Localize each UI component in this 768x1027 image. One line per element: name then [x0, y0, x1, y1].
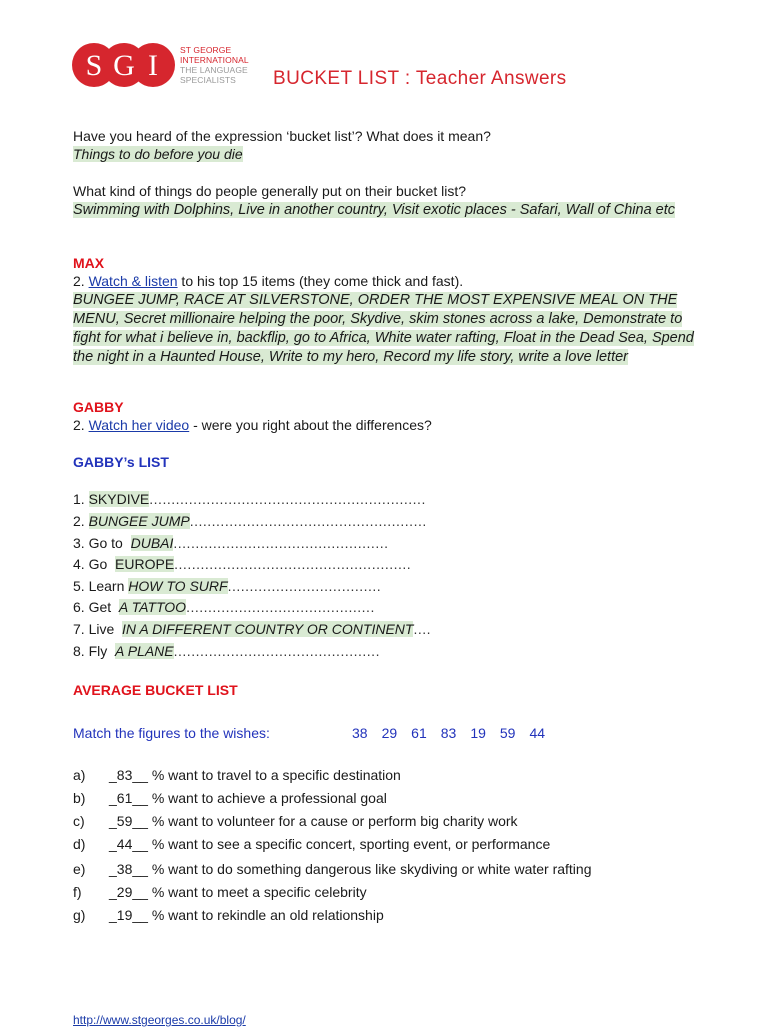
- list-item: [73, 598, 375, 616]
- sgi-logo-mark: [71, 42, 176, 88]
- sgi-logo: [71, 42, 261, 92]
- answer-letter: a): [73, 767, 86, 783]
- answer-text: _29__ % want to meet a specific celebrity: [109, 884, 367, 900]
- list-item-dots: ...............................................................: [149, 491, 426, 507]
- answer-letter: b): [73, 790, 86, 806]
- list-item-dots: ......................................................: [189, 513, 427, 529]
- figure-value: 44: [529, 725, 546, 741]
- watch-listen-link[interactable]: Watch & listen: [88, 273, 178, 289]
- list-item-number: 4. Go: [73, 556, 116, 572]
- answer-text: _83__ % want to travel to a specific destination: [109, 767, 401, 783]
- list-item-answer: DUBAI: [130, 535, 174, 551]
- list-item-dots: .................................................: [173, 535, 389, 551]
- answer-row: [73, 789, 387, 807]
- answer-text: _61__ % want to achieve a professional goal: [109, 790, 387, 806]
- gabby-instruction: [73, 416, 703, 434]
- figure-value: 38: [352, 725, 368, 741]
- list-item-number: 1.: [73, 491, 89, 507]
- list-item-dots: ....: [413, 621, 432, 637]
- list-item-answer: A TATTOO: [118, 599, 187, 615]
- list-item-answer: EUROPE: [115, 556, 175, 572]
- list-item-dots: ......................................................: [174, 556, 412, 572]
- watch-video-link[interactable]: Watch her video: [88, 417, 190, 433]
- figure-value: 19: [470, 725, 486, 741]
- list-item-answer: A PLANE: [115, 643, 174, 659]
- list-item-dots: ...........................................: [186, 599, 375, 615]
- logo-tagline-line: SPECIALISTS: [180, 75, 236, 85]
- answer-letter: c): [73, 813, 85, 829]
- list-item-dots: ...............................................: [173, 643, 380, 659]
- list-item: [73, 577, 381, 595]
- max-section: [73, 254, 703, 366]
- instruction-text: - were you right about the differences?: [189, 417, 432, 433]
- answer-letter: e): [73, 861, 86, 877]
- list-item: [73, 512, 427, 530]
- answer-letter: f): [73, 884, 82, 900]
- list-item-number: 8. Fly: [73, 643, 116, 659]
- answer-row: [73, 812, 518, 830]
- list-item-answer: IN A DIFFERENT COUNTRY OR CONTINENT: [122, 621, 414, 637]
- answer-row: [73, 906, 384, 924]
- figure-value: 59: [499, 725, 516, 741]
- match-instruction: Match the figures to the wishes:: [73, 725, 270, 741]
- list-item-number: 7. Live: [73, 621, 123, 637]
- answer-text: _59__ % want to volunteer for a cause or perform big charity work: [109, 813, 518, 829]
- answer-row: [73, 883, 367, 901]
- question-text: Have you heard of the expression ‘bucket list’? What does it mean?: [73, 128, 491, 144]
- answer-text: _38__ % want to do something dangerous like skydiving or white water rafting: [109, 861, 592, 877]
- list-item-answer: SKYDIVE: [88, 491, 150, 507]
- answer-letter: d): [73, 836, 86, 852]
- answer-text: _44__ % want to see a specific concert, sporting event, or performance: [109, 836, 551, 852]
- figures-list: [352, 724, 559, 742]
- logo-tagline-line: THE LANGUAGE: [180, 65, 248, 75]
- svg-text:G: G: [113, 49, 135, 82]
- list-item: [73, 620, 431, 638]
- footer-blog-link[interactable]: http://www.stgeorges.co.uk/blog/: [73, 1013, 246, 1027]
- instruction-number: 2.: [73, 417, 89, 433]
- list-item-answer: BUNGEE JUMP: [88, 513, 190, 529]
- gabby-list-heading: GABBY’s LIST: [73, 454, 169, 470]
- list-item: [73, 534, 388, 552]
- max-instruction: [73, 272, 703, 290]
- logo-tagline: [180, 45, 249, 85]
- list-item: [73, 555, 411, 573]
- answer-letter: g): [73, 907, 86, 923]
- list-item: [73, 642, 380, 660]
- logo-tagline-line: ST GEORGE: [180, 45, 232, 55]
- page-title: BUCKET LIST : Teacher Answers: [273, 68, 567, 89]
- list-item-number: 6. Get: [73, 599, 119, 615]
- average-heading: AVERAGE BUCKET LIST: [73, 682, 238, 698]
- answer-row: [73, 835, 550, 853]
- answer-row: [73, 766, 401, 784]
- answer-highlight: Swimming with Dolphins, Live in another country, Visit exotic places - Safari, Wall of China etc: [73, 202, 676, 218]
- section-heading-max: MAX: [73, 255, 105, 271]
- answer-text: _19__ % want to rekindle an old relationship: [109, 907, 384, 923]
- figure-value: 83: [440, 725, 457, 741]
- question-text: What kind of things do people generally put on their bucket list?: [73, 183, 467, 199]
- list-item-number: 5. Learn: [73, 578, 129, 594]
- figure-value: 61: [411, 725, 427, 741]
- list-item-dots: ...................................: [227, 578, 382, 594]
- list-item-number: 2.: [73, 513, 89, 529]
- logo-tagline-line: INTERNATIONAL: [180, 55, 249, 65]
- answer-highlight: BUNGEE JUMP, RACE AT SILVERSTONE, ORDER THE MOST EXPENSIVE MEAL ON THE MENU, Secret millionaire helping the poor, Skydive, skim stones across a lake, Demonstrate to fight for what i believe in, backflip, go to Africa, White water rafting, Float in the Dead Sea, Spend the night in a Haunted House, Write to my hero, Record my life story, write a love letter: [73, 292, 694, 365]
- svg-text:S: S: [85, 49, 103, 82]
- figure-value: 29: [381, 725, 398, 741]
- question-things: [73, 182, 703, 219]
- list-item-answer: HOW TO SURF: [128, 578, 228, 594]
- section-heading-gabby: GABBY: [73, 399, 124, 415]
- answer-row: [73, 860, 592, 878]
- gabby-section: [73, 398, 703, 434]
- list-item-number: 3. Go to: [73, 535, 131, 551]
- instruction-number: 2.: [73, 273, 89, 289]
- question-expression: [73, 127, 703, 163]
- svg-text:I: I: [148, 49, 158, 82]
- instruction-text: to his top 15 items (they come thick and fast).: [177, 273, 464, 289]
- answer-highlight: Things to do before you die: [73, 146, 243, 162]
- list-item: [73, 490, 426, 508]
